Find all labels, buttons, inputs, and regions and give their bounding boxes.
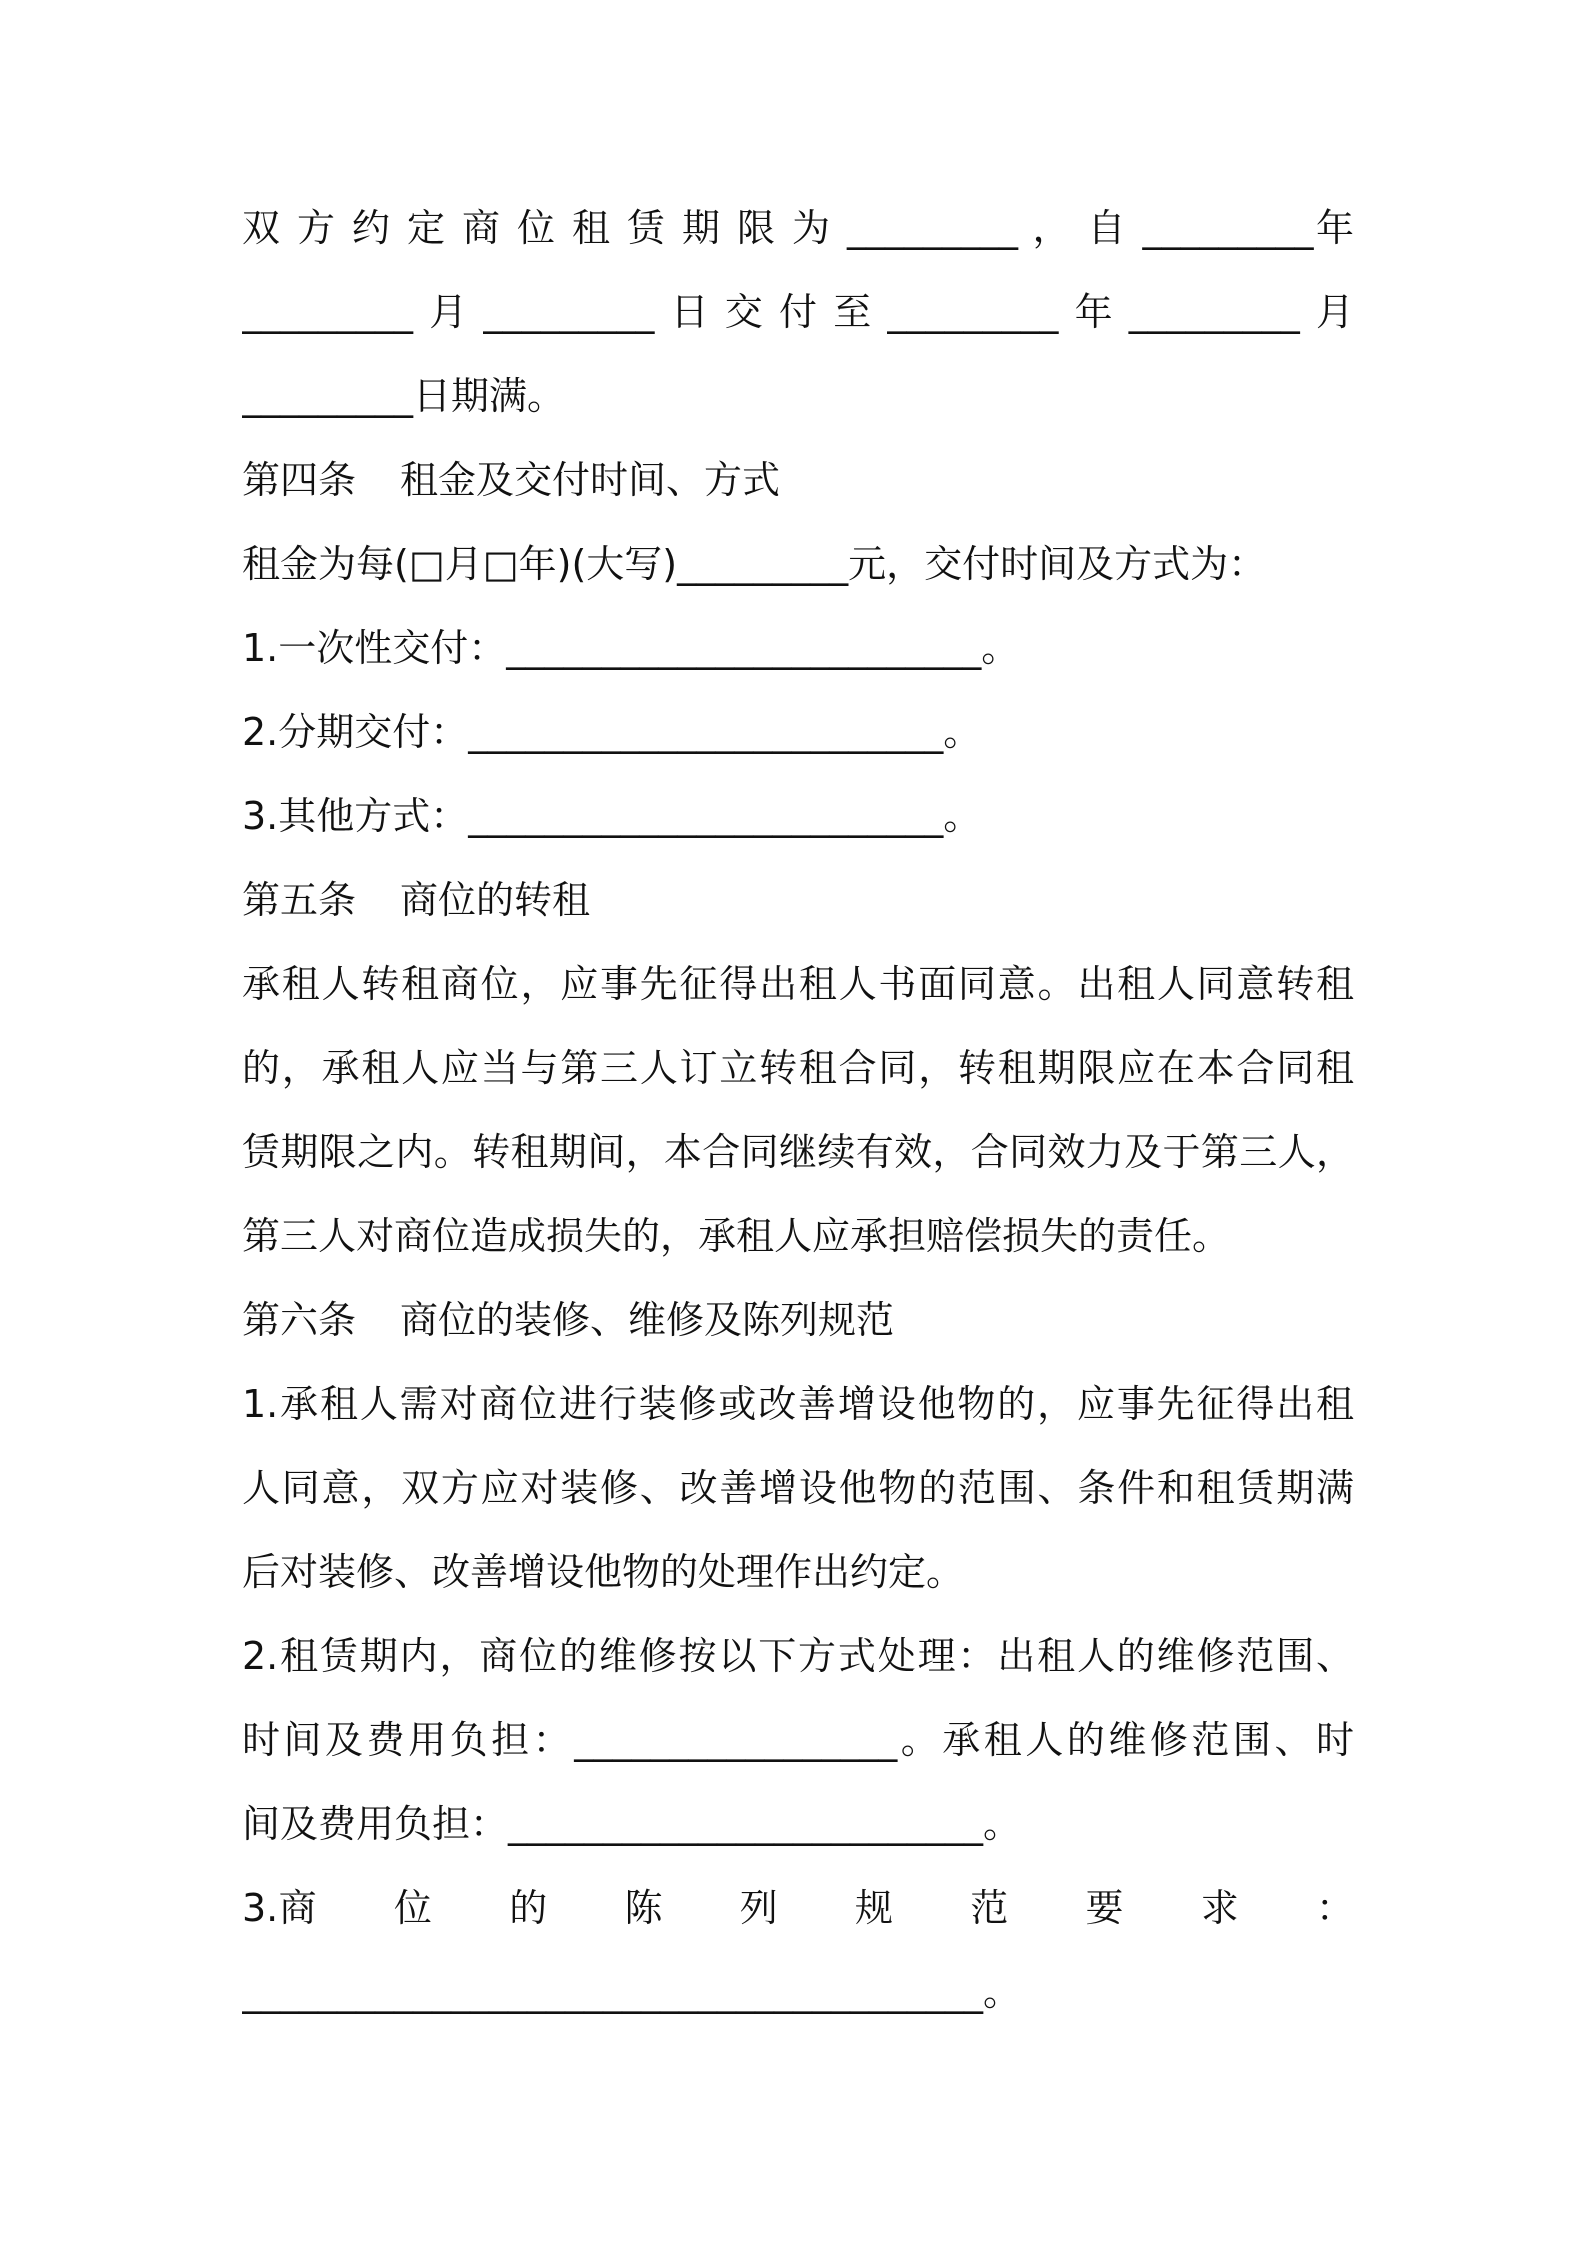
article-4-heading bbox=[242, 438, 1354, 522]
decoration-clause-line-3: 后对装修、改善增设他物的处理作出约定。 bbox=[242, 1550, 965, 1594]
display-standard-line-2: _______________________________________。 bbox=[242, 1970, 1022, 2014]
article-6-number: 第六条 bbox=[242, 1298, 357, 1342]
article-4-title: 租金及交付时间、方式 bbox=[400, 458, 781, 502]
maintenance-clause-line-1: 2.租赁期内，商位的维修按以下方式处理：出租人的维修范围、 bbox=[242, 1634, 1354, 1678]
payment-option-3: 3.其他方式：_________________________。 bbox=[242, 794, 982, 838]
sublease-paragraph-line-3: 赁期限之内。转租期间，本合同继续有效，合同效力及于第三人， bbox=[242, 1130, 1354, 1174]
display-standard-line-1: 3.商 位 的 陈 列 规 范 要 求 ： bbox=[242, 1886, 1354, 1930]
term-line-1: 双 方 约 定 商 位 租 赁 期 限 为 _________ ， 自 _________年 bbox=[242, 206, 1354, 250]
term-line-2: _________月_________日交付至_________年_________月 bbox=[242, 290, 1354, 334]
maintenance-clause-line-2: 时间及费用负担：_________________。承租人的维修范围、时 bbox=[242, 1718, 1354, 1762]
decoration-clause-line-2: 人同意，双方应对装修、改善增设他物的范围、条件和租赁期满 bbox=[242, 1466, 1354, 1510]
article-6-title: 商位的装修、维修及陈列规范 bbox=[400, 1298, 895, 1342]
term-line-3: _________日期满。 bbox=[242, 374, 566, 418]
article-5-heading bbox=[242, 858, 1354, 942]
maintenance-clause-line-3: 间及费用负担：_________________________。 bbox=[242, 1802, 1022, 1846]
decoration-clause-line-1: 1.承租人需对商位进行装修或改善增设他物的，应事先征得出租 bbox=[242, 1382, 1354, 1426]
article-4-number: 第四条 bbox=[242, 458, 357, 502]
sublease-paragraph-line-2: 的，承租人应当与第三人订立转租合同，转租期限应在本合同租 bbox=[242, 1046, 1354, 1090]
payment-option-2: 2.分期交付：_________________________。 bbox=[242, 710, 982, 754]
sublease-paragraph-line-4: 第三人对商位造成损失的，承租人应承担赔偿损失的责任。 bbox=[242, 1214, 1231, 1258]
article-6-heading bbox=[242, 1278, 1354, 1362]
payment-option-1: 1.一次性交付：_________________________。 bbox=[242, 626, 1020, 670]
sublease-paragraph-line-1: 承租人转租商位，应事先征得出租人书面同意。出租人同意转租 bbox=[242, 962, 1354, 1006]
article-5-title: 商位的转租 bbox=[400, 878, 591, 922]
article-5-number: 第五条 bbox=[242, 878, 357, 922]
rent-line: 租金为每(□月□年)(大写)_________元，交付时间及方式为： bbox=[242, 542, 1267, 586]
